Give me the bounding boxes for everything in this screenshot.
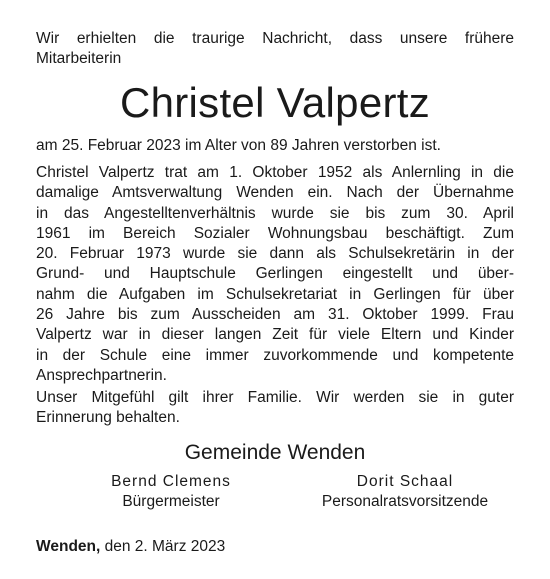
biography-line: in der Schule eine immer zuvorkommende und kompetente: [36, 346, 514, 364]
biography-line: 20. Februar 1973 wurde sie dann als Schulsekretärin in der: [36, 245, 514, 263]
biography-line: damalige Amtsverwaltung Wenden ein. Nach der Übernahme: [36, 184, 514, 202]
signer-name: Dorit Schaal: [356, 473, 454, 490]
place-city: Wenden,: [36, 538, 101, 555]
signer-mayor: [61, 472, 281, 512]
biography-line: Valpertz war in dieser langen Zeit für viele Eltern und Kinder: [36, 326, 514, 344]
biography-line: in das Angestelltenverhältnis wurde sie bis zum 30. April: [36, 204, 514, 222]
sympathy-line: Erinnerung behalten.: [36, 409, 180, 427]
biography-line: nahm die Aufgaben im Schulsekretariat in Gerlingen für über: [36, 285, 514, 303]
organization-name: Gemeinde Wenden: [184, 441, 366, 464]
intro-text: [36, 29, 514, 69]
place-date-line: [36, 537, 514, 557]
signer-staff-council: [295, 472, 515, 512]
biography-paragraph: [36, 163, 514, 386]
signer-title: Bürgermeister: [122, 493, 220, 510]
biography-line: Grund- und Hauptschule Gerlingen eingestellt und über-: [36, 265, 514, 283]
biography-line: Christel Valpertz trat am 1. Oktober 1952 als Anlernling in die: [36, 164, 514, 181]
place-date: den 2. März 2023: [100, 538, 226, 555]
death-date-line: am 25. Februar 2023 im Alter von 89 Jahren verstorben ist.: [36, 137, 441, 154]
intro-line: Mitarbeiterin: [36, 50, 122, 67]
deceased-name: Christel Valpertz: [119, 79, 431, 126]
biography-line: Ansprechpartnerin.: [36, 366, 167, 384]
sympathy-line: Unser Mitgefühl gilt ihrer Familie. Wir werden sie in guter: [36, 389, 514, 406]
sympathy-paragraph: [36, 388, 514, 429]
biography-line: 1961 im Bereich Sozialer Wohnungsbau beschäftigt. Zum: [36, 224, 514, 242]
signature-block: [36, 472, 514, 516]
intro-line: Wir erhielten die traurige Nachricht, dass unsere frühere: [36, 30, 514, 47]
signer-name: Bernd Clemens: [111, 473, 231, 490]
signer-title: Personalratsvorsitzende: [321, 493, 489, 510]
biography-line: 26 Jahre bis zum Ausscheiden am 31. Oktober 1999. Frau: [36, 306, 514, 324]
